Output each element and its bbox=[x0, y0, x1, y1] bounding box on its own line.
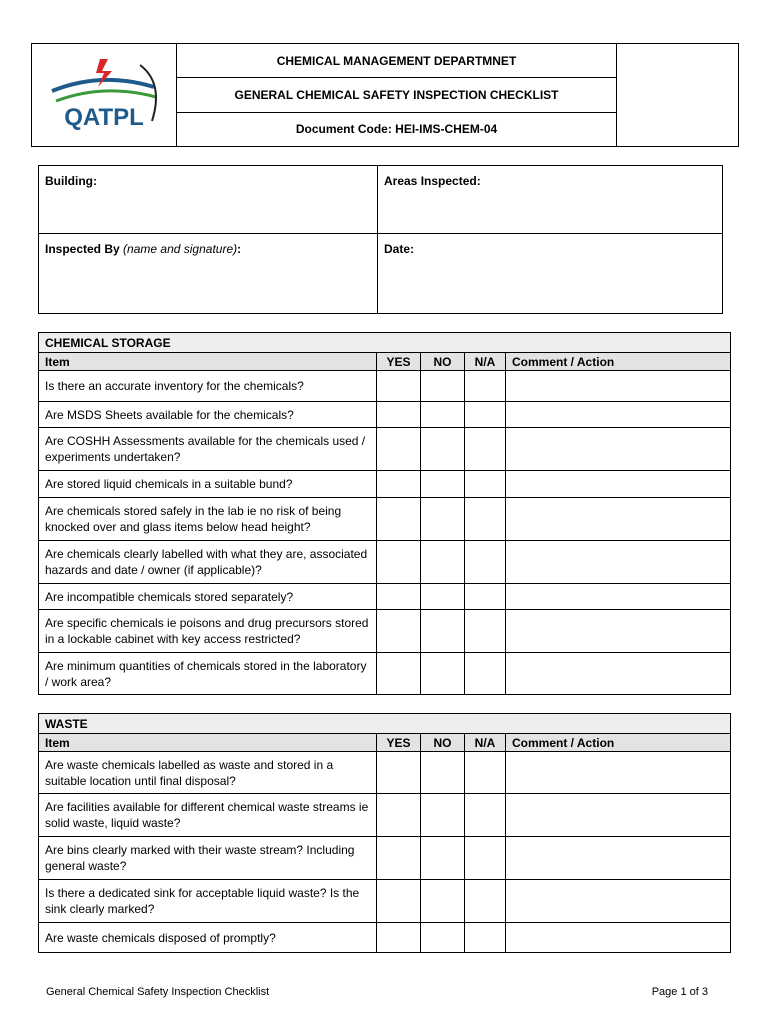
yes-checkbox-cell[interactable] bbox=[377, 471, 421, 498]
no-checkbox-cell[interactable] bbox=[421, 498, 465, 541]
yes-checkbox-cell[interactable] bbox=[377, 541, 421, 584]
comment-cell[interactable] bbox=[506, 610, 731, 653]
no-checkbox-cell[interactable] bbox=[421, 880, 465, 923]
checklist-question: Are incompatible chemicals stored separately? bbox=[39, 584, 377, 610]
inspected-by-colon: : bbox=[237, 242, 242, 256]
comment-cell[interactable] bbox=[506, 837, 731, 880]
checklist-question: Is there a dedicated sink for acceptable liquid waste? Is the sink clearly marked? bbox=[39, 880, 377, 923]
header-blank-cell bbox=[617, 44, 739, 147]
yes-checkbox-cell[interactable] bbox=[377, 371, 421, 402]
table-row bbox=[39, 837, 731, 880]
areas-inspected-label: Areas Inspected: bbox=[384, 174, 481, 188]
table-row bbox=[39, 402, 731, 428]
na-checkbox-cell[interactable] bbox=[465, 837, 506, 880]
table-row bbox=[39, 752, 731, 794]
table-row bbox=[39, 428, 731, 471]
table-row bbox=[39, 471, 731, 498]
waste-title: WASTE bbox=[39, 714, 731, 734]
table-row bbox=[39, 584, 731, 610]
document-header bbox=[31, 43, 739, 147]
no-checkbox-cell[interactable] bbox=[421, 371, 465, 402]
checklist-question: Are waste chemicals labelled as waste and stored in a suitable location until final disposal? bbox=[39, 752, 377, 794]
yes-column-header: YES bbox=[377, 734, 421, 752]
footer-page-number: Page 1 of 3 bbox=[651, 986, 708, 998]
na-checkbox-cell[interactable] bbox=[465, 923, 506, 953]
checklist-question: Are chemicals clearly labelled with what they are, associated hazards and date / owner (if applicable)? bbox=[39, 541, 377, 584]
yes-column-header: YES bbox=[377, 353, 421, 371]
checklist-question: Are specific chemicals ie poisons and drug precursors stored in a lockable cabinet with key access restricted? bbox=[39, 610, 377, 653]
comment-cell[interactable] bbox=[506, 923, 731, 953]
yes-checkbox-cell[interactable] bbox=[377, 880, 421, 923]
comment-cell[interactable] bbox=[506, 752, 731, 794]
checklist-question: Are bins clearly marked with their waste stream? Including general waste? bbox=[39, 837, 377, 880]
yes-checkbox-cell[interactable] bbox=[377, 402, 421, 428]
no-checkbox-cell[interactable] bbox=[421, 794, 465, 837]
yes-checkbox-cell[interactable] bbox=[377, 794, 421, 837]
comment-cell[interactable] bbox=[506, 471, 731, 498]
comment-cell[interactable] bbox=[506, 402, 731, 428]
comment-cell[interactable] bbox=[506, 794, 731, 837]
na-checkbox-cell[interactable] bbox=[465, 471, 506, 498]
waste-table bbox=[38, 713, 731, 953]
table-row bbox=[39, 371, 731, 402]
logo-text: QATPL bbox=[64, 103, 144, 131]
comment-column-header: Comment / Action bbox=[506, 353, 731, 371]
inspected-by-label: Inspected By bbox=[45, 242, 120, 256]
no-checkbox-cell[interactable] bbox=[421, 584, 465, 610]
na-checkbox-cell[interactable] bbox=[465, 610, 506, 653]
footer-document-title: General Chemical Safety Inspection Checklist bbox=[46, 986, 270, 998]
no-checkbox-cell[interactable] bbox=[421, 610, 465, 653]
table-row bbox=[39, 794, 731, 837]
item-column-header: Item bbox=[39, 353, 377, 371]
na-column-header: N/A bbox=[465, 353, 506, 371]
na-checkbox-cell[interactable] bbox=[465, 653, 506, 695]
na-checkbox-cell[interactable] bbox=[465, 498, 506, 541]
table-row bbox=[39, 610, 731, 653]
yes-checkbox-cell[interactable] bbox=[377, 923, 421, 953]
yes-checkbox-cell[interactable] bbox=[377, 584, 421, 610]
checklist-question: Are COSHH Assessments available for the chemicals used / experiments undertaken? bbox=[39, 428, 377, 471]
na-checkbox-cell[interactable] bbox=[465, 794, 506, 837]
no-checkbox-cell[interactable] bbox=[421, 428, 465, 471]
date-field[interactable] bbox=[378, 234, 723, 314]
areas-inspected-field[interactable] bbox=[378, 166, 723, 234]
comment-cell[interactable] bbox=[506, 653, 731, 695]
no-checkbox-cell[interactable] bbox=[421, 923, 465, 953]
waste-rows bbox=[39, 752, 731, 953]
inspected-by-field[interactable] bbox=[39, 234, 378, 314]
yes-checkbox-cell[interactable] bbox=[377, 653, 421, 695]
company-logo bbox=[42, 53, 166, 133]
yes-checkbox-cell[interactable] bbox=[377, 610, 421, 653]
no-column-header: NO bbox=[421, 353, 465, 371]
checklist-question: Are minimum quantities of chemicals stored in the laboratory / work area? bbox=[39, 653, 377, 695]
building-field[interactable] bbox=[39, 166, 378, 234]
no-checkbox-cell[interactable] bbox=[421, 402, 465, 428]
company-logo-cell bbox=[32, 44, 177, 147]
table-row bbox=[39, 923, 731, 953]
comment-cell[interactable] bbox=[506, 498, 731, 541]
checklist-question: Is there an accurate inventory for the chemicals? bbox=[39, 371, 377, 402]
comment-cell[interactable] bbox=[506, 428, 731, 471]
table-row bbox=[39, 880, 731, 923]
document-code: Document Code: HEI-IMS-CHEM-04 bbox=[177, 112, 617, 146]
no-column-header: NO bbox=[421, 734, 465, 752]
na-checkbox-cell[interactable] bbox=[465, 584, 506, 610]
checklist-question: Are MSDS Sheets available for the chemicals? bbox=[39, 402, 377, 428]
building-label: Building: bbox=[45, 174, 97, 188]
comment-cell[interactable] bbox=[506, 880, 731, 923]
yes-checkbox-cell[interactable] bbox=[377, 428, 421, 471]
chemical-storage-title: CHEMICAL STORAGE bbox=[39, 333, 731, 353]
no-checkbox-cell[interactable] bbox=[421, 471, 465, 498]
na-checkbox-cell[interactable] bbox=[465, 541, 506, 584]
chemical-storage-rows bbox=[39, 371, 731, 695]
no-checkbox-cell[interactable] bbox=[421, 837, 465, 880]
na-checkbox-cell[interactable] bbox=[465, 428, 506, 471]
checklist-question: Are chemicals stored safely in the lab ie no risk of being knocked over and glass items below head height? bbox=[39, 498, 377, 541]
comment-cell[interactable] bbox=[506, 584, 731, 610]
checklist-question: Are waste chemicals disposed of promptly? bbox=[39, 923, 377, 953]
table-row bbox=[39, 653, 731, 695]
table-row bbox=[39, 498, 731, 541]
chemical-storage-table bbox=[38, 332, 731, 695]
checklist-question: Are stored liquid chemicals in a suitable bund? bbox=[39, 471, 377, 498]
date-label: Date: bbox=[384, 242, 415, 256]
yes-checkbox-cell[interactable] bbox=[377, 498, 421, 541]
inspection-info-table bbox=[38, 165, 723, 314]
no-checkbox-cell[interactable] bbox=[421, 752, 465, 794]
na-checkbox-cell[interactable] bbox=[465, 371, 506, 402]
comment-cell[interactable] bbox=[506, 371, 731, 402]
na-checkbox-cell[interactable] bbox=[465, 752, 506, 794]
comment-cell[interactable] bbox=[506, 541, 731, 584]
department-name: CHEMICAL MANAGEMENT DEPARTMNET bbox=[177, 44, 617, 78]
na-column-header: N/A bbox=[465, 734, 506, 752]
document-title: GENERAL CHEMICAL SAFETY INSPECTION CHECKLIST bbox=[177, 78, 617, 112]
yes-checkbox-cell[interactable] bbox=[377, 752, 421, 794]
no-checkbox-cell[interactable] bbox=[421, 541, 465, 584]
na-checkbox-cell[interactable] bbox=[465, 880, 506, 923]
comment-column-header: Comment / Action bbox=[506, 734, 731, 752]
na-checkbox-cell[interactable] bbox=[465, 402, 506, 428]
no-checkbox-cell[interactable] bbox=[421, 653, 465, 695]
yes-checkbox-cell[interactable] bbox=[377, 837, 421, 880]
table-row bbox=[39, 541, 731, 584]
checklist-question: Are facilities available for different chemical waste streams ie solid waste, liquid waste? bbox=[39, 794, 377, 837]
item-column-header: Item bbox=[39, 734, 377, 752]
inspected-by-hint: (name and signature) bbox=[123, 242, 238, 256]
